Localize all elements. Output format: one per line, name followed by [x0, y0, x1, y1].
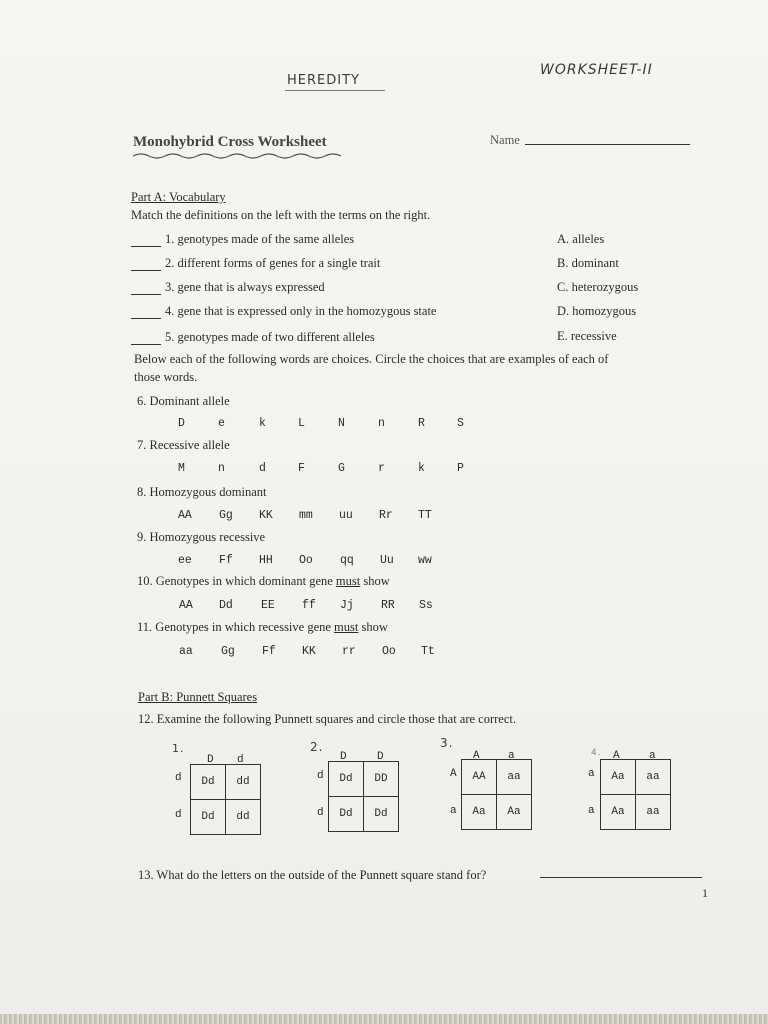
punnett-cell: Aa	[497, 795, 532, 830]
choice-item[interactable]: Ff	[262, 645, 276, 658]
term-item: C. heterozygous	[557, 280, 639, 294]
choice-item[interactable]: D	[178, 417, 185, 430]
choice-item[interactable]: KK	[259, 509, 273, 522]
choice-item[interactable]: N	[338, 417, 345, 430]
choice-item[interactable]: Gg	[219, 509, 233, 522]
definition-item: 4. gene that is expressed only in the homozygous state	[131, 304, 436, 319]
square-top-allele: a	[508, 750, 515, 762]
question-9-label: 9. Homozygous recessive	[137, 530, 266, 544]
punnett-cell: aa	[636, 760, 671, 795]
question-12-label: 12. Examine the following Punnett squares and circle those that are correct.	[138, 712, 516, 726]
definition-item: 2. different forms of genes for a single trait	[131, 256, 380, 271]
term-item: A. alleles	[557, 232, 605, 246]
choice-item[interactable]: S	[457, 417, 464, 430]
choice-item[interactable]: r	[378, 462, 385, 475]
punnett-cell: Dd	[364, 797, 399, 832]
title-wavy-underline	[133, 152, 343, 160]
square-3-number: 3.	[440, 736, 454, 750]
part-a-heading: Part A: Vocabulary	[131, 190, 226, 204]
subject-handwritten: HEREDITY	[287, 73, 360, 88]
choice-item[interactable]: Gg	[221, 645, 235, 658]
question-8-label: 8. Homozygous dominant	[137, 485, 267, 499]
square-side-allele: a	[588, 768, 595, 780]
square-top-allele: A	[473, 750, 480, 762]
question-11-label: 11. Genotypes in which recessive gene must show	[137, 620, 388, 634]
choice-item[interactable]: R	[418, 417, 425, 430]
square-top-allele: D	[207, 754, 214, 766]
choice-item[interactable]: Dd	[219, 599, 233, 612]
choice-item[interactable]: Jj	[340, 599, 354, 612]
square-top-allele: D	[377, 751, 384, 763]
circle-instruction-line2: those words.	[134, 370, 198, 384]
choice-item[interactable]: n	[218, 462, 225, 475]
choice-item[interactable]: KK	[302, 645, 316, 658]
answer-blank[interactable]	[131, 260, 161, 271]
punnett-cell: Aa	[601, 760, 636, 795]
worksheet-number-handwritten: WORKSHEET-II	[540, 62, 653, 78]
square-side-allele: A	[450, 768, 457, 780]
answer-blank[interactable]	[131, 284, 161, 295]
name-field[interactable]	[525, 144, 690, 145]
choice-item[interactable]: TT	[418, 509, 432, 522]
choice-item[interactable]: AA	[179, 599, 193, 612]
punnett-cell: dd	[226, 800, 261, 835]
question-6-label: 6. Dominant allele	[137, 394, 230, 408]
square-2-number: 2.	[310, 740, 324, 754]
definition-item: 5. genotypes made of two different alleles	[131, 330, 375, 345]
choice-item[interactable]: M	[178, 462, 185, 475]
square-side-allele: a	[450, 805, 457, 817]
punnett-cell: aa	[636, 795, 671, 830]
punnett-cell: dd	[226, 765, 261, 800]
choice-item[interactable]: Ff	[219, 554, 233, 567]
choice-item[interactable]: ww	[418, 554, 432, 567]
choice-item[interactable]: P	[457, 462, 464, 475]
punnett-cell: DD	[364, 762, 399, 797]
choice-item[interactable]: rr	[342, 645, 356, 658]
punnett-square-1[interactable]	[190, 764, 261, 835]
punnett-square-4[interactable]	[600, 759, 671, 830]
name-label: Name	[490, 133, 520, 147]
choice-item[interactable]: L	[298, 417, 305, 430]
circle-instruction-line1: Below each of the following words are choices. Circle the choices that are examples of each of	[134, 352, 609, 366]
punnett-cell: Dd	[191, 765, 226, 800]
choice-item[interactable]: RR	[381, 599, 395, 612]
choice-item[interactable]: qq	[340, 554, 354, 567]
square-top-allele: A	[613, 750, 620, 762]
punnett-cell: Dd	[191, 800, 226, 835]
punnett-square-3[interactable]	[461, 759, 532, 830]
term-item: D. homozygous	[557, 304, 637, 318]
square-side-allele: a	[588, 805, 595, 817]
page-number: 1	[702, 886, 708, 900]
answer-blank[interactable]	[131, 236, 161, 247]
question-10-label: 10. Genotypes in which dominant gene must show	[137, 574, 390, 588]
square-4-number: 4.	[591, 748, 602, 758]
punnett-cell: Dd	[329, 762, 364, 797]
choice-item[interactable]: mm	[299, 509, 313, 522]
punnett-cell: Aa	[462, 795, 497, 830]
definition-item: 1. genotypes made of the same alleles	[131, 232, 354, 247]
punnett-cell: Aa	[601, 795, 636, 830]
page-title: Monohybrid Cross Worksheet	[133, 134, 327, 150]
definition-item: 3. gene that is always expressed	[131, 280, 325, 295]
answer-blank[interactable]	[131, 308, 161, 319]
punnett-cell: Dd	[329, 797, 364, 832]
square-top-allele: D	[340, 751, 347, 763]
square-side-allele: d	[317, 770, 324, 782]
subject-underline	[285, 90, 385, 91]
choice-item[interactable]: Ss	[419, 599, 433, 612]
choice-item[interactable]: ee	[178, 554, 192, 567]
choice-item[interactable]: Oo	[382, 645, 396, 658]
choice-item[interactable]: Tt	[421, 645, 435, 658]
choice-item[interactable]: EE	[261, 599, 275, 612]
square-top-allele: d	[237, 754, 244, 766]
choice-item[interactable]: aa	[179, 645, 193, 658]
choice-item[interactable]: Rr	[379, 509, 393, 522]
punnett-cell: AA	[462, 760, 497, 795]
square-side-allele: d	[175, 809, 182, 821]
term-item: E. recessive	[557, 329, 617, 343]
choice-item[interactable]: e	[218, 417, 225, 430]
question-13-label: 13. What do the letters on the outside of the Punnett square stand for?	[138, 868, 487, 882]
square-top-allele: a	[649, 750, 656, 762]
choice-item[interactable]: Uu	[380, 554, 394, 567]
question-13-answer-line[interactable]	[540, 877, 702, 878]
choice-item[interactable]: ff	[302, 599, 316, 612]
part-b-heading: Part B: Punnett Squares	[138, 690, 258, 704]
choice-item[interactable]: k	[418, 462, 425, 475]
part-a-instruction: Match the definitions on the left with the terms on the right.	[131, 208, 431, 222]
choice-item[interactable]: AA	[178, 509, 192, 522]
page-bottom-edge	[0, 1014, 768, 1024]
choice-item[interactable]: uu	[339, 509, 353, 522]
answer-blank[interactable]	[131, 334, 161, 345]
choice-item[interactable]: F	[298, 462, 305, 475]
punnett-cell: aa	[497, 760, 532, 795]
choice-item[interactable]: Oo	[299, 554, 313, 567]
choice-item[interactable]: k	[259, 417, 266, 430]
question-7-label: 7. Recessive allele	[137, 438, 230, 452]
square-1-number: 1.	[172, 742, 185, 755]
term-item: B. dominant	[557, 256, 619, 270]
choice-item[interactable]: n	[378, 417, 385, 430]
punnett-square-2[interactable]	[328, 761, 399, 832]
choice-item[interactable]: G	[338, 462, 345, 475]
choice-item[interactable]: d	[259, 462, 266, 475]
square-side-allele: d	[175, 772, 182, 784]
choice-item[interactable]: HH	[259, 554, 273, 567]
square-side-allele: d	[317, 807, 324, 819]
